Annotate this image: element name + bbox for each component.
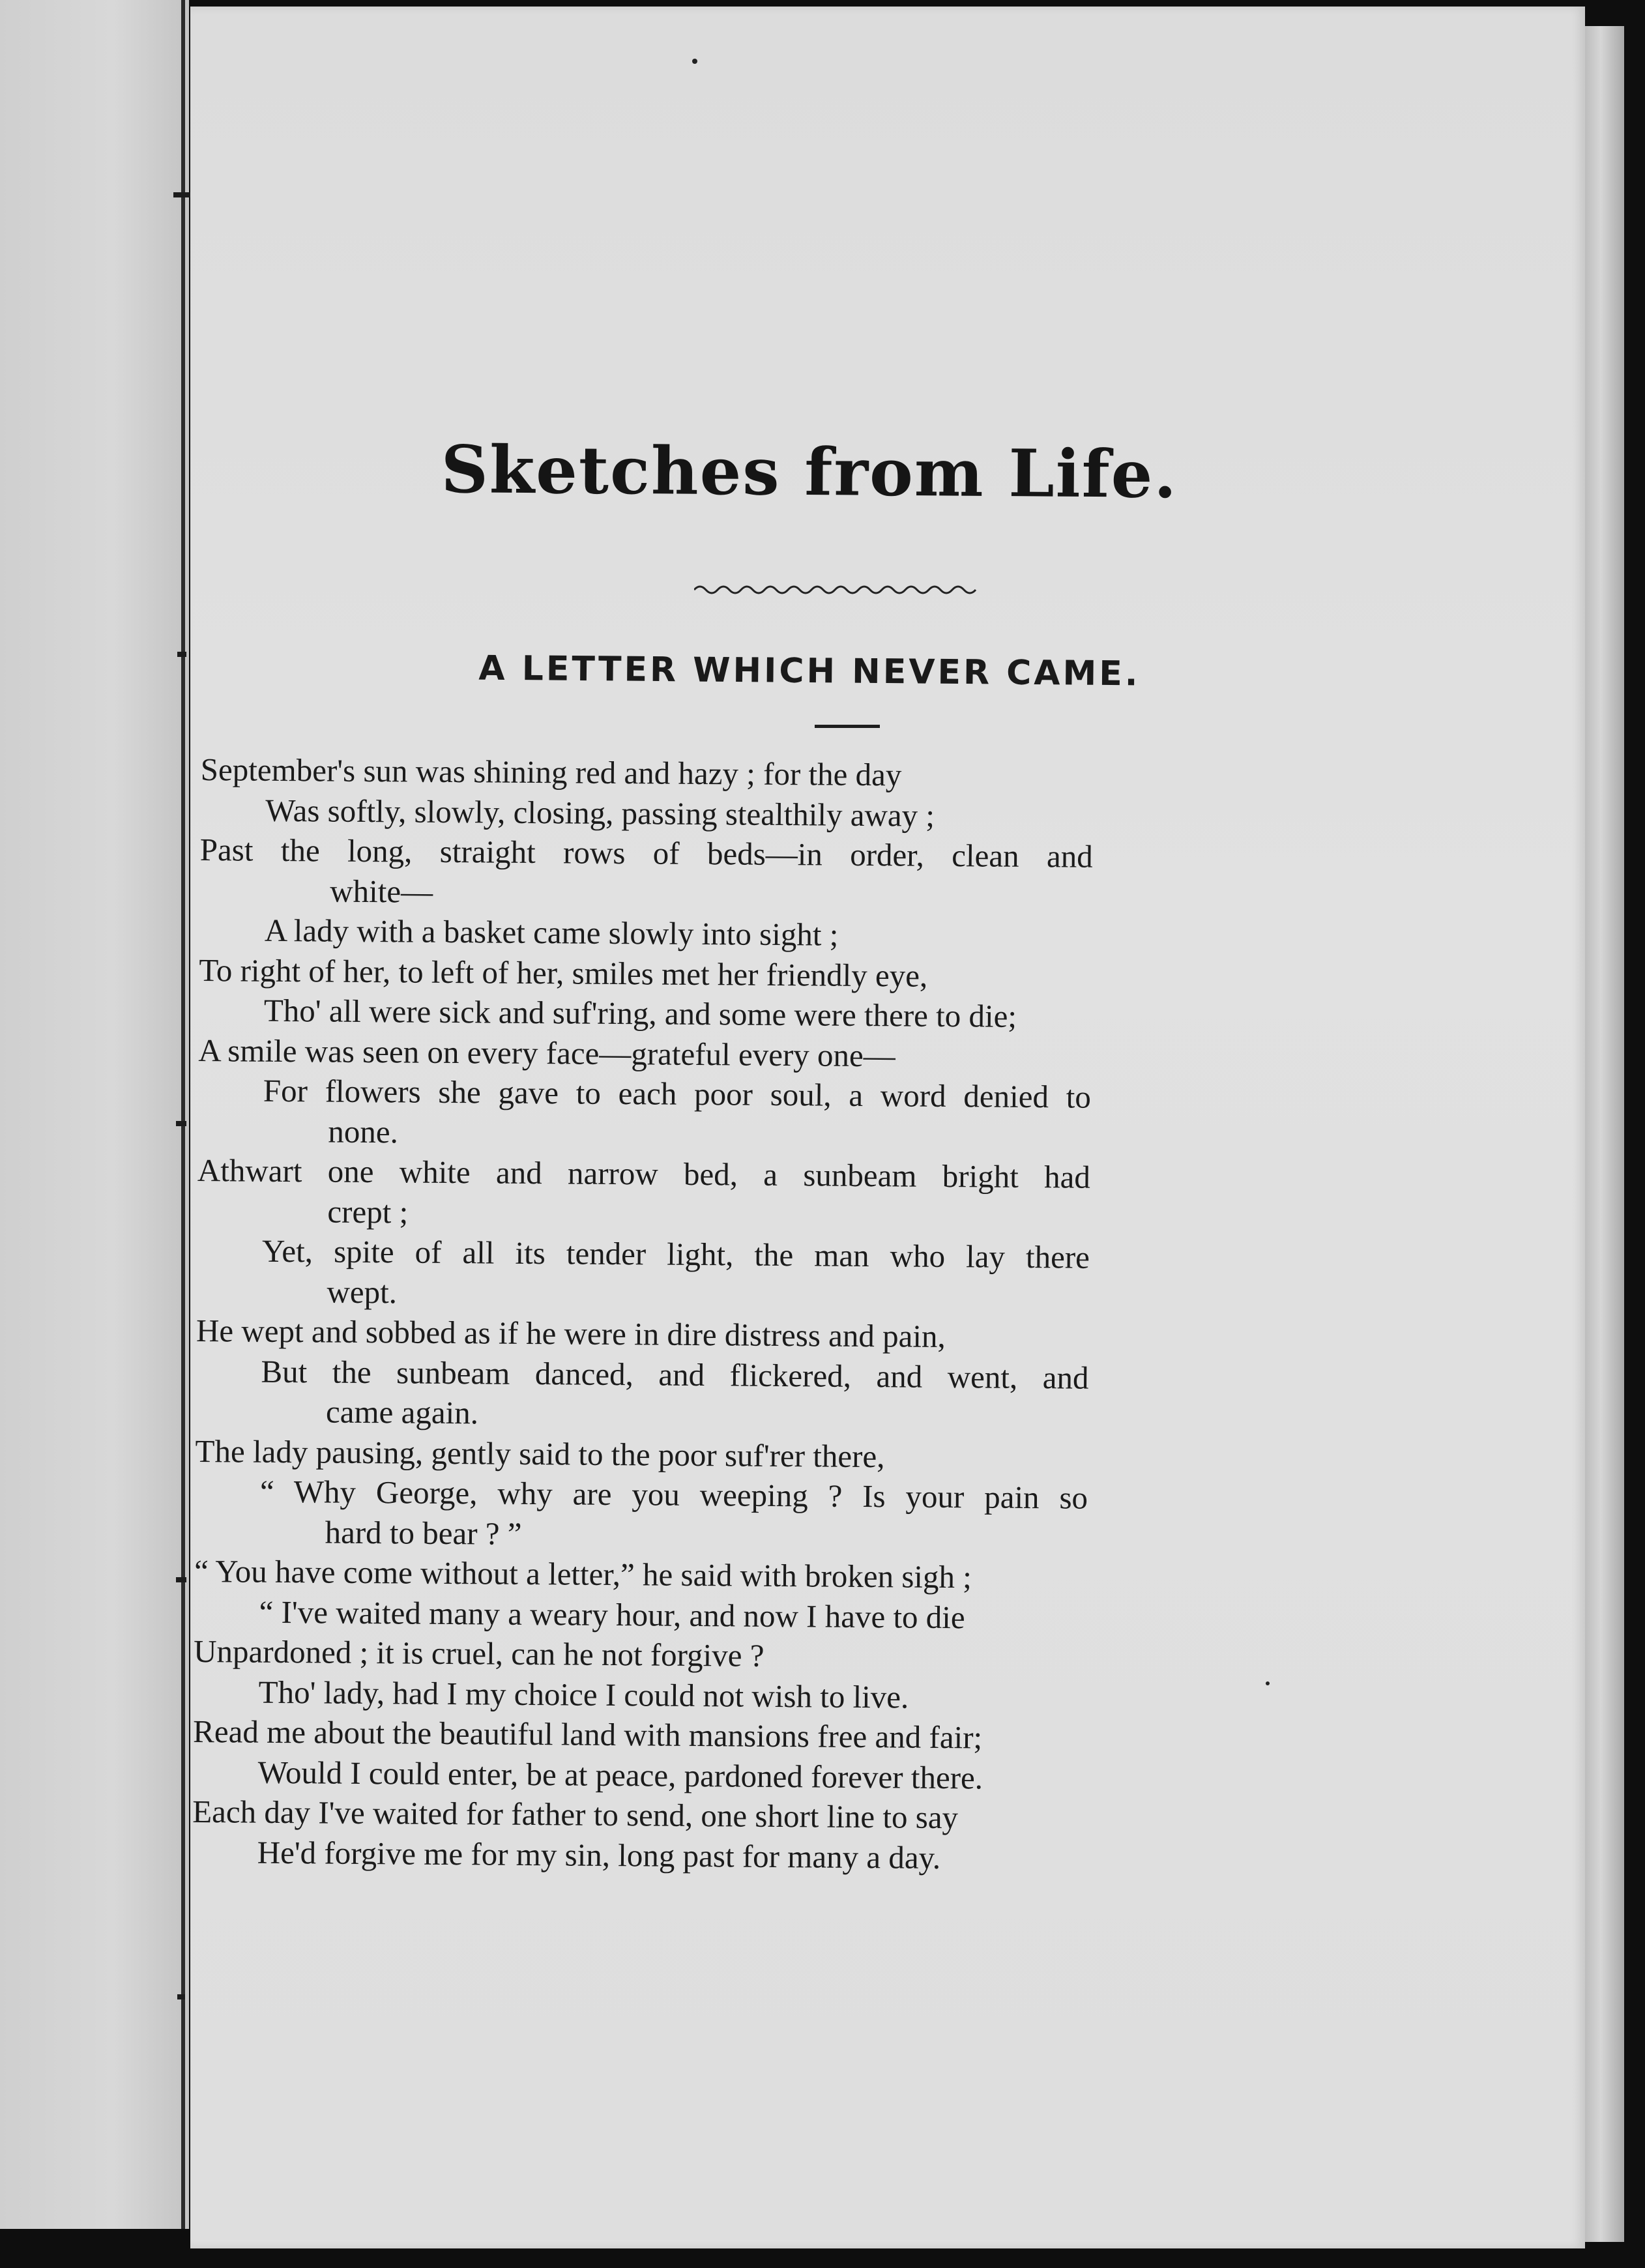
poem-line: Each day I've waited for father to send, one short line to say [192,1793,959,1836]
wavy-ornament [694,580,981,600]
poem-heading: A LETTER WHICH NEVER CAME. [478,648,1141,694]
poem-line: Unpardoned ; it is cruel, can he not forgive ? [193,1633,764,1674]
poem-line: Past the long, straight rows of beds—in order, clean and [199,831,1093,875]
poem-line: hard to bear ? ” [325,1514,522,1552]
poem-line: September's sun was shining red and hazy ; for the day [200,751,902,793]
poem-line: A smile was seen on every face—grateful every one— [198,1032,895,1073]
poem-line: A lady with a basket came slowly into sight ; [264,912,839,953]
poem-line: To right of her, to left of her, smiles met her friendly eye, [199,952,928,994]
poem-line: Athwart one white and narrow bed, a sunbeam bright had [197,1152,1091,1195]
ink-speck [692,59,697,64]
poem-line: white— [330,873,433,910]
page-stack-edge [1585,26,1624,2242]
facing-page-edge [0,0,189,2229]
poem-line: Read me about the beautiful land with mansions free and fair; [192,1713,983,1756]
poem-line: crept ; [327,1193,409,1230]
poem-line: “ You have come without a letter,” he said with broken sigh ; [194,1552,972,1595]
poem-line: “ I've waited many a weary hour, and now I have to die [259,1593,965,1635]
binding-mark [176,1121,186,1126]
poem-line: none. [328,1113,399,1150]
poem-line: Was softly, slowly, closing, passing stealthily away ; [265,792,935,834]
heading-rule [815,725,880,728]
page-title: Sketches from Life. [441,431,1178,513]
poem-line: He'd forgive me for my sin, long past for many a day. [257,1834,941,1876]
book-gutter [181,0,185,2229]
poem-line: The lady pausing, gently said to the poor suf'rer there, [195,1432,885,1474]
poem-line: Would I could enter, be at peace, pardoned forever there. [257,1754,983,1796]
poem-line: He wept and sobbed as if he were in dire distress and pain, [196,1312,946,1355]
poem-line: “ Why George, why are you weeping ? Is your pain so [259,1473,1088,1516]
binding-mark [173,192,190,197]
poem-line: Tho' all were sick and suf'ring, and some were there to die; [263,992,1017,1034]
poem-line: But the sunbeam danced, and flickered, and went, and [261,1353,1089,1396]
poem-line: came again. [325,1393,479,1431]
binding-mark [176,1577,186,1582]
poem-line: wept. [327,1273,398,1310]
poem-body [192,749,1308,1880]
poem-line: For flowers she gave to each poor soul, a word denied to [263,1072,1092,1115]
binding-mark [177,1994,185,1999]
poem-line: Yet, spite of all its tender light, the man who lay there [261,1232,1090,1275]
poem-line: Tho' lady, had I my choice I could not wish to live. [258,1674,909,1715]
